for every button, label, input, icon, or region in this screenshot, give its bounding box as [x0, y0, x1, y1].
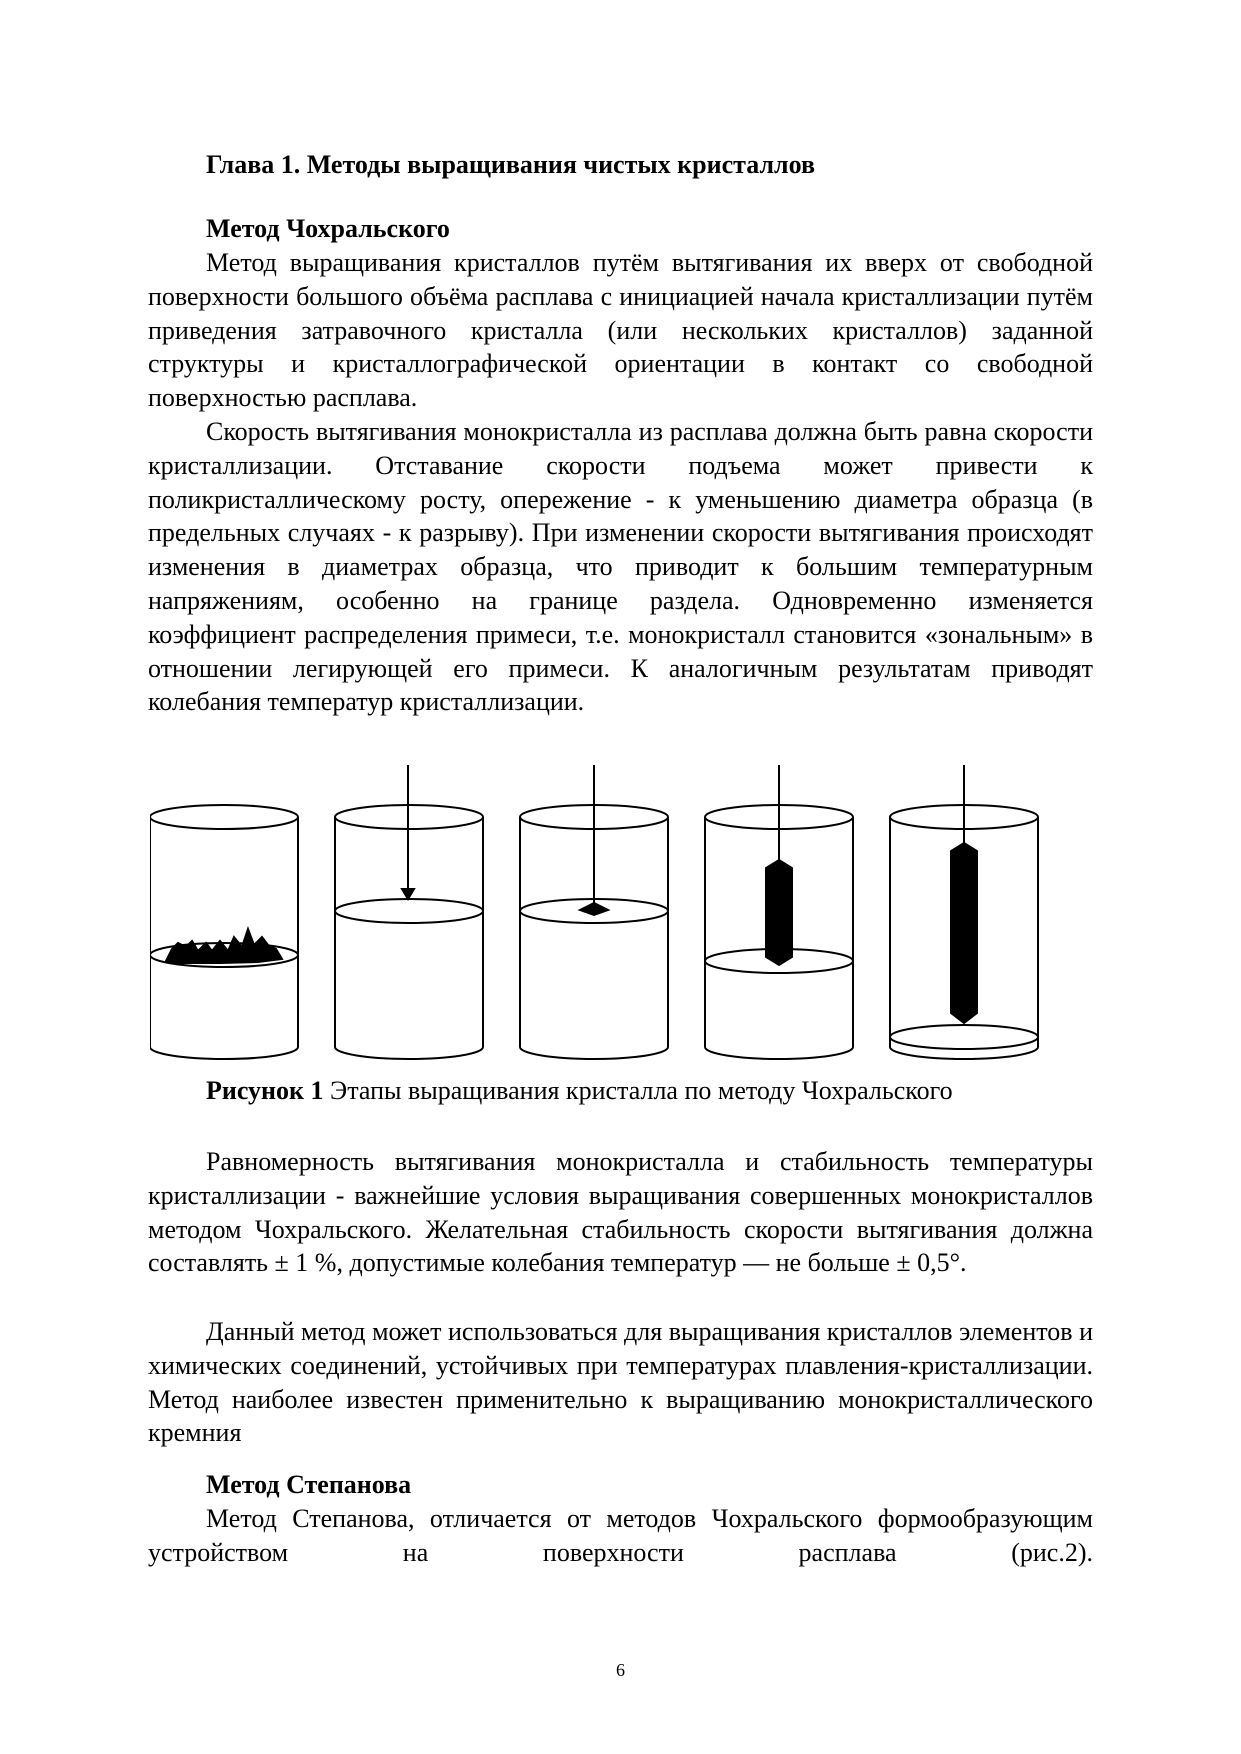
- figure-czochralski-stages: [150, 765, 1090, 1070]
- figure-caption-text: Этапы выращивания кристалла по методу Чохральского: [323, 1076, 953, 1105]
- paragraph: Данный метод может использоваться для выращивания кристаллов элементов и химических соединений, устойчивых при температурах плавления-кристаллизации. Метод наиболее известен применительно к выращиванию монокристаллического кремния: [148, 1317, 1093, 1448]
- figure-label: Рисунок 1: [206, 1076, 324, 1105]
- seed-arrow: [402, 889, 414, 899]
- chapter-title: Глава 1. Методы выращивания чистых кристаллов: [206, 150, 816, 179]
- seed-crystal: [580, 903, 608, 915]
- stage-4-crystal-growing: [705, 765, 853, 1059]
- stage-3-seed-contact: [520, 765, 668, 1059]
- growing-crystal: [766, 860, 792, 965]
- stage-5-crystal-pulled: [890, 765, 1038, 1059]
- stage-1-melt-with-charge: [150, 805, 298, 1059]
- section-title-czochralski: Метод Чохральского: [206, 214, 450, 243]
- charge-pieces: [166, 929, 282, 963]
- paragraph: Скорость вытягивания монокристалла из расплава должна быть равна скорости кристаллизации. Отставание скорости подъема может привести к поликристаллическому росту, опережение - к уменьшению диаметра образца (в предельных случаях - к разрыву). При изменении скорости вытягивания происходят изменения в диаметрах образца, что приводит к большим температурным напряжениям, особенно на границе раздела. Одновременно изменяется коэффициент распределения примеси, т.е. монокристалл становится «зональным» в отношении легирующей его примеси. К аналогичным результатам приводят колебания температур кристаллизации.: [148, 417, 1093, 717]
- paragraph: Метод Степанова, отличается от методов Чохральского формообразующим устройством на поверхности расплава (рис.2).: [148, 1504, 1093, 1567]
- section-title-stepanov: Метод Степанова: [206, 1470, 412, 1499]
- page-number: 6: [616, 1660, 625, 1680]
- paragraph: Метод выращивания кристаллов путём вытягивания их вверх от свободной поверхности большого объёма расплава с инициацией начала кристаллизации путём приведения затравочного кристалла (или нескольких кристаллов) заданной структуры и кристаллографической ориентации в контакт со свободной поверхностью расплава.: [148, 248, 1093, 413]
- figure-caption: [206, 1074, 953, 1108]
- pulled-crystal: [951, 843, 977, 1023]
- stage-2-seed-lowered: [335, 765, 483, 1059]
- paragraph: Равномерность вытягивания монокристалла и стабильность температуры кристаллизации - важнейшие условия выращивания совершенных монокристаллов методом Чохральского. Желательная стабильность скорости вытягивания должна составлять ± 1 %, допустимые колебания температур — не больше ± 0,5°.: [148, 1147, 1093, 1278]
